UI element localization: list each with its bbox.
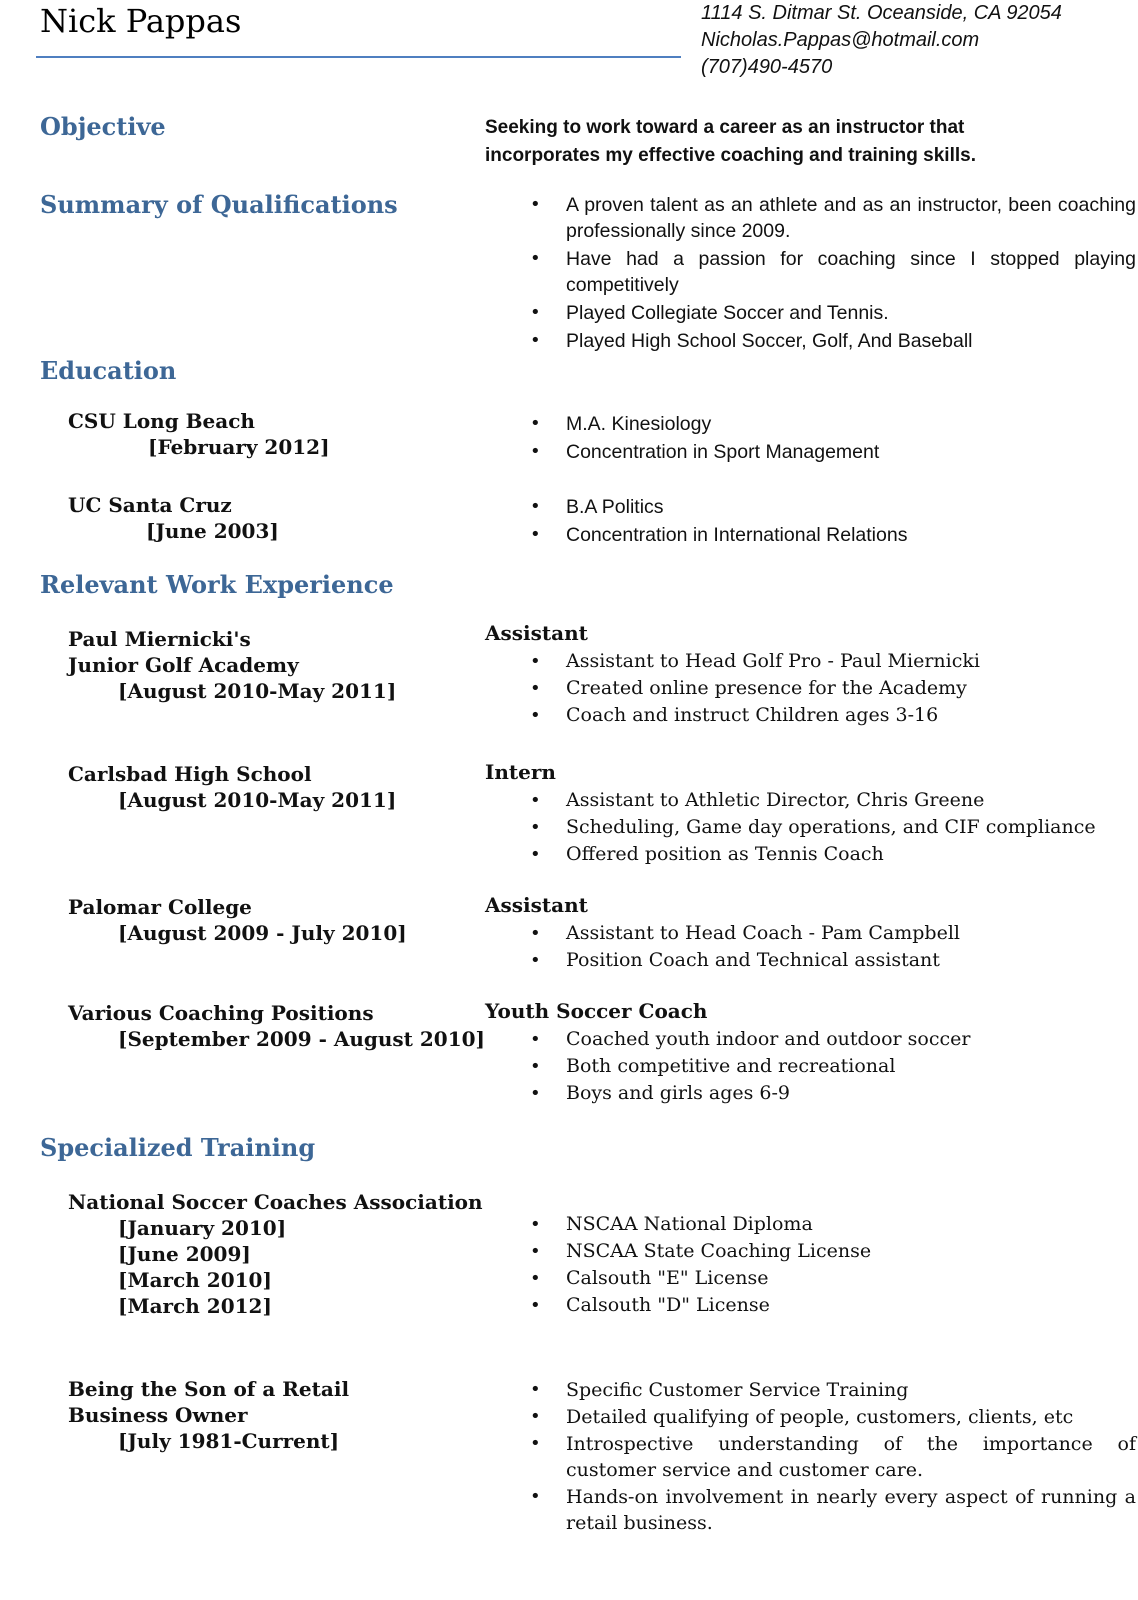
- job-duties: [530, 648, 1136, 729]
- experience-heading: Relevant Work Experience: [40, 570, 394, 599]
- training-date: [March 2012]: [118, 1294, 272, 1318]
- job-role: Intern: [485, 760, 556, 784]
- list-item: • Concentration in Sport Management: [566, 439, 1136, 465]
- school-entry: [68, 492, 279, 544]
- contact-block: [701, 0, 1062, 81]
- summary-heading: Summary of Qualifications: [40, 190, 398, 219]
- list-item: • Both competitive and recreational: [566, 1053, 1136, 1080]
- list-item: • Boys and girls ages 6-9: [566, 1080, 1136, 1107]
- job-org-line: Carlsbad High School: [68, 762, 312, 786]
- training-heading: Specialized Training: [40, 1133, 316, 1162]
- job-org-line: Paul Miernicki's: [68, 627, 251, 651]
- school-details: [530, 411, 1136, 465]
- job-duties: [530, 920, 1136, 974]
- header-rule: [36, 56, 681, 58]
- objective-heading: Objective: [40, 112, 166, 141]
- list-item: • Specific Customer Service Training: [566, 1377, 1136, 1403]
- list-item: • NSCAA National Diploma: [566, 1211, 1136, 1238]
- list-item: • Assistant to Athletic Director, Chris Greene: [566, 787, 1136, 814]
- school-name: CSU Long Beach: [68, 409, 255, 433]
- job-org: [68, 1000, 485, 1052]
- training-items: [530, 1211, 1136, 1319]
- list-item: • M.A. Kinesiology: [566, 411, 1136, 437]
- training-date: [January 2010]: [118, 1216, 287, 1240]
- list-item: • Calsouth "D" License: [566, 1292, 1136, 1319]
- list-item: • Concentration in International Relations: [566, 522, 1136, 548]
- job-org-line: Palomar College: [68, 895, 252, 919]
- job-date: [August 2010-May 2011]: [118, 788, 397, 812]
- education-heading: Education: [40, 356, 177, 385]
- list-item: • Detailed qualifying of people, customers, clients, etc: [566, 1404, 1136, 1430]
- list-item: • Assistant to Head Coach - Pam Campbell: [566, 920, 1136, 947]
- school-details: [530, 494, 1136, 548]
- list-item: • NSCAA State Coaching License: [566, 1238, 1136, 1265]
- job-date: [August 2009 - July 2010]: [118, 921, 407, 945]
- list-item: • Played Collegiate Soccer and Tennis.: [566, 300, 1136, 326]
- contact-address: 1114 S. Ditmar St. Oceanside, CA 92054: [701, 2, 1062, 24]
- list-item: • Coach and instruct Children ages 3-16: [566, 702, 1136, 729]
- list-item: • Offered position as Tennis Coach: [566, 841, 1136, 868]
- list-item: • Assistant to Head Golf Pro - Paul Miernicki: [566, 648, 1136, 675]
- training-org: [68, 1189, 483, 1319]
- objective-text: Seeking to work toward a career as an instructor that incorporates my effective coaching and training skills.: [485, 117, 976, 166]
- list-item: • Position Coach and Technical assistant: [566, 947, 1136, 974]
- list-item: • Created online presence for the Academy: [566, 675, 1136, 702]
- list-item: • A proven talent as an athlete and as an instructor, been coaching professionally since 2009.: [566, 192, 1136, 244]
- summary-list: [530, 192, 1136, 356]
- list-item: • B.A Politics: [566, 494, 1136, 520]
- job-role: Youth Soccer Coach: [485, 999, 708, 1023]
- list-item: • Coached youth indoor and outdoor soccer: [566, 1026, 1136, 1053]
- training-items: [530, 1377, 1136, 1536]
- training-date: [July 1981-Current]: [118, 1429, 340, 1453]
- training-org-line: Being the Son of a Retail: [68, 1377, 350, 1401]
- job-role: Assistant: [485, 621, 588, 645]
- training-org-line: Business Owner: [68, 1403, 248, 1427]
- school-entry: [68, 408, 330, 460]
- training-org: [68, 1376, 349, 1454]
- school-date: [June 2003]: [146, 519, 279, 543]
- school-name: UC Santa Cruz: [68, 493, 232, 517]
- list-item: • Scheduling, Game day operations, and CIF compliance: [566, 814, 1136, 841]
- job-org: [68, 626, 396, 704]
- list-item: • Introspective understanding of the importance of customer service and customer care.: [566, 1431, 1136, 1483]
- job-role: Assistant: [485, 893, 588, 917]
- list-item: • Hands-on involvement in nearly every aspect of running a retail business.: [566, 1484, 1136, 1536]
- school-date: [February 2012]: [148, 435, 330, 459]
- job-duties: [530, 1026, 1136, 1107]
- list-item: • Played High School Soccer, Golf, And Baseball: [566, 328, 1136, 354]
- job-date: [August 2010-May 2011]: [118, 679, 397, 703]
- job-org: [68, 894, 407, 946]
- contact-phone: (707)490-4570: [701, 56, 833, 78]
- job-org-line: Junior Golf Academy: [68, 653, 299, 677]
- training-org-line: National Soccer Coaches Association: [68, 1190, 483, 1214]
- job-org: [68, 761, 396, 813]
- list-item: • Calsouth "E" License: [566, 1265, 1136, 1292]
- list-item: • Have had a passion for coaching since I stopped playing competitively: [566, 246, 1136, 298]
- candidate-name: Nick Pappas: [40, 2, 242, 40]
- training-date: [March 2010]: [118, 1268, 272, 1292]
- training-date: [June 2009]: [118, 1242, 251, 1266]
- job-date: [September 2009 - August 2010]: [118, 1027, 486, 1051]
- job-org-line: Various Coaching Positions: [68, 1001, 374, 1025]
- contact-email[interactable]: Nicholas.Pappas@hotmail.com: [701, 29, 980, 51]
- job-duties: [530, 787, 1136, 868]
